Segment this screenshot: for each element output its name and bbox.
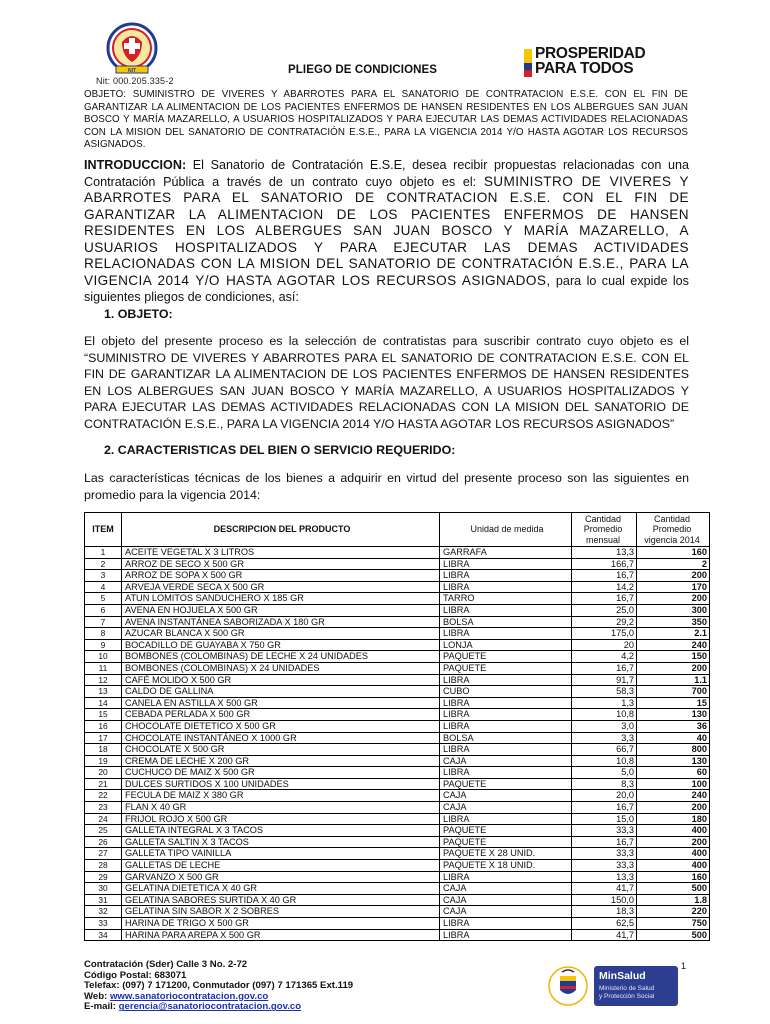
objeto-summary: OBJETO: SUMINISTRO DE VIVERES Y ABARROTES PARA EL SANATORIO DE CONTRATACION E.S.E. CON EL FIN DE GARANTIZAR LA ALIMENTACION DE LOS PACIENTES ENFERMOS DE HANSEN RESIDENTES EN LOS ALBERGUES SAN JUAN BOSCO Y MARÍA MAZARELLO, A USUARIOS HOSPITALIZADOS Y PARA EJECUTAR LAS DEMAS ACTIVIDADES RELACIONADAS CON LA MISION DEL SANATORIO DE CONTRATACIÓN E.S.E., PARA LA VIGENCIA 2014 Y/O HASTA AGOTAR LOS RECURSOS ASIGNADOS.	[84, 89, 688, 151]
table-row	[85, 720, 710, 732]
annual-quantity: 160	[637, 547, 710, 559]
table-row	[85, 836, 710, 848]
item-number: 9	[85, 639, 122, 651]
item-number: 32	[85, 906, 122, 918]
colombia-flag-icon	[524, 49, 532, 77]
monthly-quantity: 16,7	[572, 802, 637, 814]
table-row	[85, 813, 710, 825]
unit-of-measure: PAQUETE	[440, 651, 572, 663]
item-number: 18	[85, 744, 122, 756]
monthly-quantity: 8,3	[572, 778, 637, 790]
item-number: 4	[85, 581, 122, 593]
item-number: 33	[85, 918, 122, 930]
annual-quantity: 200	[637, 802, 710, 814]
unit-of-measure: PAQUETE X 18 UNID.	[440, 860, 572, 872]
table-row	[85, 581, 710, 593]
unit-of-measure: PAQUETE X 28 UNID.	[440, 848, 572, 860]
item-number: 14	[85, 697, 122, 709]
product-description: CAFÉ MOLIDO X 500 GR	[122, 674, 440, 686]
table-row	[85, 802, 710, 814]
products-table	[84, 512, 710, 941]
item-number: 27	[85, 848, 122, 860]
monthly-quantity: 58,3	[572, 686, 637, 698]
unit-of-measure: CAJA	[440, 802, 572, 814]
unit-of-measure: LIBRA	[440, 767, 572, 779]
monthly-quantity: 66,7	[572, 744, 637, 756]
product-description: GELATINA DIETETICA X 40 GR	[122, 883, 440, 895]
table-row	[85, 547, 710, 559]
unit-of-measure: CUBO	[440, 686, 572, 698]
unit-of-measure: LIBRA	[440, 697, 572, 709]
product-description: HARINA PARA AREPA X 500 GR	[122, 929, 440, 941]
unit-of-measure: LIBRA	[440, 720, 572, 732]
item-number: 21	[85, 778, 122, 790]
monthly-quantity: 29,2	[572, 616, 637, 628]
unit-of-measure: LIBRA	[440, 674, 572, 686]
annual-quantity: 2.1	[637, 628, 710, 640]
sanatorio-seal-logo	[98, 22, 166, 78]
monthly-quantity: 5,0	[572, 767, 637, 779]
monthly-quantity: 33,3	[572, 860, 637, 872]
monthly-quantity: 150,0	[572, 894, 637, 906]
item-number: 23	[85, 802, 122, 814]
product-description: GALLETA SALTIN X 3 TACOS	[122, 836, 440, 848]
monthly-quantity: 91,7	[572, 674, 637, 686]
product-description: FLAN X 40 GR	[122, 802, 440, 814]
section-2-heading: 2. CARACTERISTICAS DEL BIEN O SERVICIO REQUERIDO:	[104, 443, 456, 457]
annual-quantity: 240	[637, 639, 710, 651]
product-description: ARVEJA VERDE SECA X 500 GR	[122, 581, 440, 593]
unit-of-measure: CAJA	[440, 894, 572, 906]
product-description: AZUCAR BLANCA X 500 GR	[122, 628, 440, 640]
product-description: FRIJOL ROJO X 500 GR	[122, 813, 440, 825]
monthly-quantity: 18,3	[572, 906, 637, 918]
table-row	[85, 929, 710, 941]
product-description: CEBADA PERLADA X 500 GR	[122, 709, 440, 721]
section-1-heading: 1. OBJETO:	[104, 307, 173, 321]
products-table-body	[85, 547, 710, 941]
annual-quantity: 36	[637, 720, 710, 732]
table-row	[85, 790, 710, 802]
item-number: 5	[85, 593, 122, 605]
table-row	[85, 883, 710, 895]
table-row	[85, 871, 710, 883]
item-number: 1	[85, 547, 122, 559]
annual-quantity: 400	[637, 860, 710, 872]
item-number: 22	[85, 790, 122, 802]
item-number: 34	[85, 929, 122, 941]
monthly-quantity: 20	[572, 639, 637, 651]
prosperidad-para-todos-logo	[524, 47, 674, 81]
unit-of-measure: BOLSA	[440, 616, 572, 628]
item-number: 6	[85, 604, 122, 616]
product-description: AVENA INSTANTÁNEA SABORIZADA X 180 GR	[122, 616, 440, 628]
unit-of-measure: LIBRA	[440, 628, 572, 640]
monthly-quantity: 10,8	[572, 709, 637, 721]
intro-label: INTRODUCCION:	[84, 158, 187, 172]
unit-of-measure: PAQUETE	[440, 836, 572, 848]
item-number: 16	[85, 720, 122, 732]
unit-of-measure: LIBRA	[440, 744, 572, 756]
monthly-quantity: 175,0	[572, 628, 637, 640]
table-row	[85, 732, 710, 744]
item-number: 26	[85, 836, 122, 848]
unit-of-measure: LIBRA	[440, 871, 572, 883]
annual-quantity: 200	[637, 570, 710, 582]
product-description: GALLETA TIPO VAINILLA	[122, 848, 440, 860]
table-row	[85, 755, 710, 767]
table-row	[85, 651, 710, 663]
table-row	[85, 686, 710, 698]
footer-postal-code: Código Postal: 683071	[84, 969, 187, 981]
monthly-quantity: 1,3	[572, 697, 637, 709]
product-description: ATUN LOMITOS SANDUCHERO X 185 GR	[122, 593, 440, 605]
product-description: BOMBONES (COLOMBINAS) DE LECHE X 24 UNIDADES	[122, 651, 440, 663]
product-description: GELATINA SIN SABOR X 2 SOBRES	[122, 906, 440, 918]
monthly-quantity: 41,7	[572, 929, 637, 941]
table-row	[85, 918, 710, 930]
product-description: ACEITE VEGETAL X 3 LITROS	[122, 547, 440, 559]
product-description: ARROZ DE SECO X 500 GR	[122, 558, 440, 570]
monthly-quantity: 3,0	[572, 720, 637, 732]
monthly-quantity: 16,7	[572, 836, 637, 848]
table-row	[85, 593, 710, 605]
product-description: CANELA EN ASTILLA X 500 GR	[122, 697, 440, 709]
monthly-quantity: 41,7	[572, 883, 637, 895]
item-number: 30	[85, 883, 122, 895]
annual-quantity: 180	[637, 813, 710, 825]
table-row	[85, 604, 710, 616]
table-row	[85, 616, 710, 628]
annual-quantity: 2	[637, 558, 710, 570]
table-row	[85, 860, 710, 872]
unit-of-measure: LIBRA	[440, 558, 572, 570]
annual-quantity: 500	[637, 929, 710, 941]
monthly-quantity: 16,7	[572, 662, 637, 674]
item-number: 28	[85, 860, 122, 872]
product-description: CHOCOLATE X 500 GR	[122, 744, 440, 756]
table-row	[85, 628, 710, 640]
email-link[interactable]: gerencia@sanatoriocontratacion.gov.co	[118, 1001, 302, 1013]
table-row	[85, 570, 710, 582]
header-unit: Unidad de medida	[440, 513, 572, 547]
nit-number: Nit: 000.205.335-2	[96, 76, 174, 86]
table-row	[85, 906, 710, 918]
product-description: BOCADILLO DE GUAYABA X 750 GR	[122, 639, 440, 651]
item-number: 17	[85, 732, 122, 744]
product-description: AVENA EN HOJUELA X 500 GR	[122, 604, 440, 616]
annual-quantity: 350	[637, 616, 710, 628]
table-row	[85, 894, 710, 906]
unit-of-measure: LONJA	[440, 639, 572, 651]
table-row	[85, 744, 710, 756]
annual-quantity: 150	[637, 651, 710, 663]
unit-of-measure: CAJA	[440, 883, 572, 895]
annual-quantity: 800	[637, 744, 710, 756]
unit-of-measure: LIBRA	[440, 813, 572, 825]
item-number: 24	[85, 813, 122, 825]
product-description: CALDO DE GALLINA	[122, 686, 440, 698]
product-description: ARROZ DE SOPA X 500 GR	[122, 570, 440, 582]
unit-of-measure: LIBRA	[440, 709, 572, 721]
monthly-quantity: 33,3	[572, 848, 637, 860]
colombia-coat-of-arms-icon	[548, 964, 588, 1008]
monthly-quantity: 13,3	[572, 871, 637, 883]
header-monthly-average: Cantidad Promedio mensual	[572, 513, 637, 547]
unit-of-measure: PAQUETE	[440, 778, 572, 790]
monthly-quantity: 16,7	[572, 570, 637, 582]
monthly-quantity: 10,8	[572, 755, 637, 767]
table-row	[85, 697, 710, 709]
logo-text: PROSPERIDAD PARA TODOS	[535, 45, 646, 77]
page-number: 1	[681, 961, 687, 971]
annual-quantity: 700	[637, 686, 710, 698]
unit-of-measure: LIBRA	[440, 604, 572, 616]
annual-quantity: 130	[637, 709, 710, 721]
item-number: 19	[85, 755, 122, 767]
unit-of-measure: BOLSA	[440, 732, 572, 744]
monthly-quantity: 166,7	[572, 558, 637, 570]
section-2-body: Las características técnicas de los bienes a adquirir en virtud del presente proceso son las siguientes en promedio para la vigencia 2014:	[84, 471, 689, 502]
unit-of-measure: LIBRA	[440, 570, 572, 582]
header-description: DESCRIPCION DEL PRODUCTO	[122, 513, 440, 547]
monthly-quantity: 3,3	[572, 732, 637, 744]
monthly-quantity: 4,2	[572, 651, 637, 663]
unit-of-measure: CAJA	[440, 790, 572, 802]
document-title: PLIEGO DE CONDICIONES	[288, 64, 438, 76]
annual-quantity: 750	[637, 918, 710, 930]
annual-quantity: 200	[637, 593, 710, 605]
product-description: DULCES SURTIDOS X 100 UNIDADES	[122, 778, 440, 790]
unit-of-measure: GARRAFA	[440, 547, 572, 559]
table-row	[85, 825, 710, 837]
monthly-quantity: 15,0	[572, 813, 637, 825]
item-number: 3	[85, 570, 122, 582]
footer-contact: Contratación (Sder) Calle 3 No. 2-72 Código Postal: 683071 Telefax: (097) 7 171200, Conmutador (097) 7 171365 Ext.119 Web: www.sanatoriocontratacion.gov.co E-mail: gerencia@sanatoriocontratacion.gov.co	[84, 959, 354, 1013]
table-row	[85, 639, 710, 651]
product-description: CHOCOLATE INSTANTÁNEO X 1000 GR	[122, 732, 440, 744]
annual-quantity: 160	[637, 871, 710, 883]
table-row	[85, 848, 710, 860]
footer-address: Contratación (Sder) Calle 3 No. 2-72	[84, 959, 248, 970]
monthly-quantity: 25,0	[572, 604, 637, 616]
item-number: 31	[85, 894, 122, 906]
item-number: 10	[85, 651, 122, 663]
product-description: GELATINA SABORES SURTIDA X 40 GR	[122, 894, 440, 906]
unit-of-measure: LIBRA	[440, 929, 572, 941]
annual-quantity: 1.8	[637, 894, 710, 906]
table-row	[85, 662, 710, 674]
unit-of-measure: CAJA	[440, 755, 572, 767]
unit-of-measure: CAJA	[440, 906, 572, 918]
unit-of-measure: TARRO	[440, 593, 572, 605]
unit-of-measure: LIBRA	[440, 581, 572, 593]
product-description: GALLETAS DE LECHE	[122, 860, 440, 872]
table-row	[85, 558, 710, 570]
monthly-quantity: 33,3	[572, 825, 637, 837]
product-description: GALLETA INTEGRAL X 3 TACOS	[122, 825, 440, 837]
unit-of-measure: LIBRA	[440, 918, 572, 930]
minsalud-logo: MinSalud Ministerio de Salud y Protección Social	[594, 966, 678, 1006]
annual-quantity: 300	[637, 604, 710, 616]
item-number: 2	[85, 558, 122, 570]
unit-of-measure: PAQUETE	[440, 662, 572, 674]
table-row	[85, 674, 710, 686]
annual-quantity: 220	[637, 906, 710, 918]
annual-quantity: 200	[637, 836, 710, 848]
item-number: 15	[85, 709, 122, 721]
table-row	[85, 709, 710, 721]
monthly-quantity: 14,2	[572, 581, 637, 593]
annual-quantity: 60	[637, 767, 710, 779]
header-annual-average: Cantidad Promedio vigencia 2014	[637, 513, 710, 547]
table-row	[85, 767, 710, 779]
header-item: ITEM	[85, 513, 122, 547]
item-number: 7	[85, 616, 122, 628]
footer-phone: Telefax: (097) 7 171200, Conmutador (097) 7 171365 Ext.119	[84, 980, 354, 992]
product-description: GARVANZO X 500 GR	[122, 871, 440, 883]
product-description: BOMBONES (COLOMBINAS) X 24 UNIDADES	[122, 662, 440, 674]
item-number: 13	[85, 686, 122, 698]
section-1-body: El objeto del presente proceso es la selección de contratistas para suscribir contrato cuyo objeto es el “SUMINISTRO DE VIVERES Y ABARROTES PARA EL SANATORIO DE CONTRATACION E.S.E. CON EL FIN DE GARANTIZAR LA ALIMENTACION DE LOS PACIENTES ENFERMOS DE HANSEN RESIDENTES EN LOS ALBERGUES SAN JUAN BOSCO Y MARÍA MAZARELLO, A USUARIOS HOSPITALIZADOS Y PARA EJECUTAR LAS DEMAS ACTIVIDADES RELACIONADAS CON LA MISION DEL SANATORIO DE CONTRATACIÓN E.S.E., PARA LA VIGENCIA 2014 Y/O HASTA AGOTAR LOS RECURSOS ASIGNADOS”	[84, 334, 689, 431]
annual-quantity: 500	[637, 883, 710, 895]
monthly-quantity: 20,0	[572, 790, 637, 802]
item-number: 12	[85, 674, 122, 686]
annual-quantity: 100	[637, 778, 710, 790]
website-link[interactable]: www.sanatoriocontratacion.gov.co	[109, 990, 269, 1002]
unit-of-measure: PAQUETE	[440, 825, 572, 837]
annual-quantity: 40	[637, 732, 710, 744]
product-description: HARINA DE TRIGO X 500 GR	[122, 918, 440, 930]
item-number: 29	[85, 871, 122, 883]
item-number: 11	[85, 662, 122, 674]
annual-quantity: 200	[637, 662, 710, 674]
item-number: 8	[85, 628, 122, 640]
table-row	[85, 778, 710, 790]
item-number: 25	[85, 825, 122, 837]
introduction-paragraph: INTRODUCCION: El Sanatorio de Contratación E.S.E, desea recibir propuestas relacionadas con una Contratación Pública a través de un contrato cuyo objeto es el: SUMINISTRO DE VIVERES Y ABARROTES PARA EL SANATORIO DE CONTRATACION E.S.E. CON EL FIN DE GARANTIZAR LA ALIMENTACION DE LOS PACIENTES ENFERMOS DE HANSEN RESIDENTES EN LOS ALBERGUES SAN JUAN BOSCO Y MARÍA MAZARELLO, A USUARIOS HOSPITALIZADOS Y PARA EJECUTAR LAS DEMAS ACTIVIDADES RELACIONADAS CON LA MISION DEL SANATORIO DE CONTRATACIÓN E.S.E., PARA LA VIGENCIA 2014 Y/O HASTA AGOTAR LOS RECURSOS ASIGNADOS, para lo cual expide los siguientes pliegos de condiciones, así:	[84, 158, 689, 304]
annual-quantity: 400	[637, 825, 710, 837]
item-number: 20	[85, 767, 122, 779]
annual-quantity: 15	[637, 697, 710, 709]
monthly-quantity: 16,7	[572, 593, 637, 605]
annual-quantity: 170	[637, 581, 710, 593]
product-description: CHOCOLATE DIETETICO X 500 GR	[122, 720, 440, 732]
annual-quantity: 1.1	[637, 674, 710, 686]
monthly-quantity: 13,3	[572, 547, 637, 559]
annual-quantity: 400	[637, 848, 710, 860]
monthly-quantity: 62,5	[572, 918, 637, 930]
product-description: CREMA DE LECHE X 200 GR	[122, 755, 440, 767]
svg-text:NIT: NIT	[127, 68, 137, 74]
annual-quantity: 240	[637, 790, 710, 802]
annual-quantity: 130	[637, 755, 710, 767]
product-description: FECULA DE MAIZ X 380 GR	[122, 790, 440, 802]
product-description: CUCHUCO DE MAIZ X 500 GR	[122, 767, 440, 779]
